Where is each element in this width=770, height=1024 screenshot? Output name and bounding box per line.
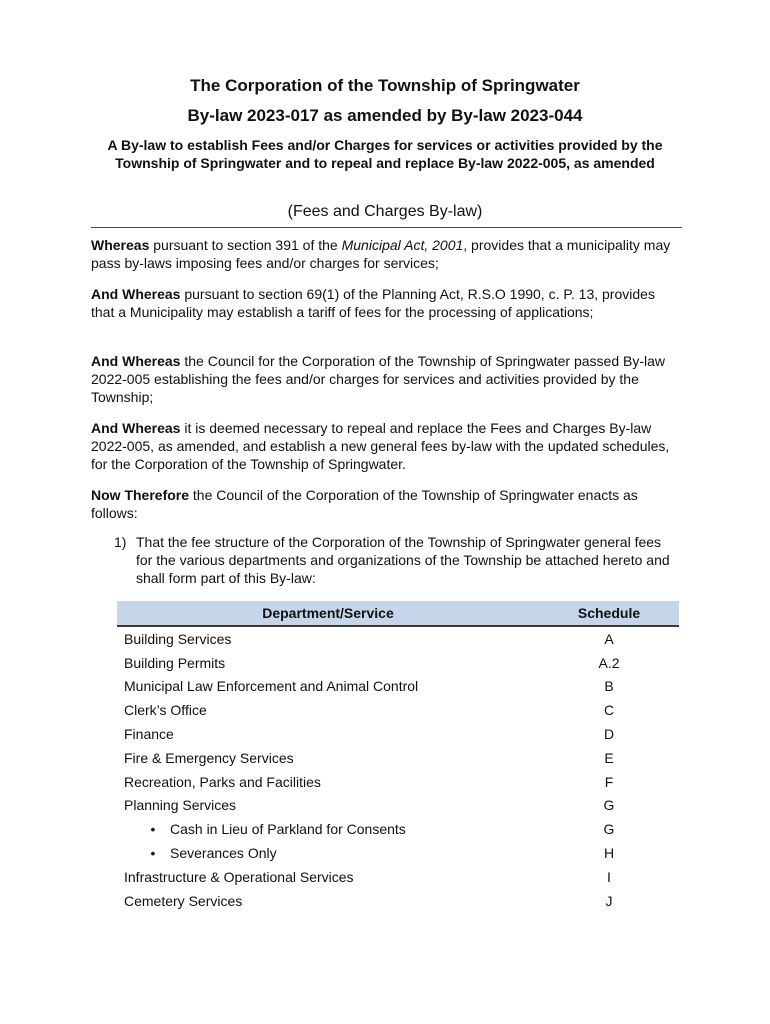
- bullet-icon: •: [150, 845, 156, 862]
- department-cell: [117, 817, 539, 841]
- sub-department-label: Cash in Lieu of Parkland for Consents: [170, 821, 406, 838]
- recital-paragraph: [91, 236, 681, 272]
- recital-paragraph: [91, 352, 681, 406]
- recital-text: pursuant to section 391 of the: [149, 237, 342, 253]
- table-row-sub: [117, 841, 679, 865]
- document-title: The Corporation of the Township of Springwater: [190, 76, 580, 95]
- recital-lead: And Whereas: [91, 353, 181, 369]
- schedule-cell: B: [604, 678, 614, 695]
- schedule-cell: A.2: [598, 654, 620, 671]
- recital-paragraph: [91, 419, 681, 473]
- table-row-sub: [117, 817, 679, 841]
- table-row: [117, 675, 679, 699]
- schedule-cell: A: [604, 630, 614, 647]
- schedule-cell: E: [604, 749, 614, 766]
- recital-text: pursuant to section 69(1) of the Planning Act, R.S.O 1990, c. P. 13, provides that a Municipality may establish a tariff of fees for the processing of applications;: [91, 286, 655, 320]
- department-cell: Cemetery Services: [124, 892, 243, 909]
- schedule-cell: H: [603, 845, 615, 862]
- table-header-row: [117, 601, 679, 626]
- schedule-column-header: Schedule: [539, 601, 679, 626]
- table-row: [117, 626, 679, 651]
- recital-act-name: Municipal Act, 2001: [341, 237, 464, 253]
- department-cell: Finance: [124, 726, 174, 743]
- department-cell: Clerk’s Office: [124, 702, 207, 719]
- recital-text: , provides that a municipality may pass by-laws imposing fees and/or charges for services;: [91, 237, 671, 271]
- recital-text: the Council for the Corporation of the Township of Springwater passed By-law 2022-005 establishing the fees and/or charges for services and activities provided by the Township;: [91, 353, 666, 405]
- table-row: [117, 794, 679, 818]
- department-cell: Municipal Law Enforcement and Animal Control: [124, 678, 419, 695]
- department-cell: Fire & Emergency Services: [124, 749, 294, 766]
- recital-lead: And Whereas: [91, 286, 181, 302]
- table-row: [117, 889, 679, 913]
- enacting-clause: [91, 486, 681, 522]
- schedule-cell: J: [605, 892, 613, 909]
- table-row: [117, 770, 679, 794]
- table-row: [117, 865, 679, 889]
- clause-number: 1): [114, 534, 127, 550]
- department-cell: Building Services: [124, 630, 232, 647]
- table-row: [117, 722, 679, 746]
- bylaw-subtitle: A By-law to establish Fees and/or Charges for services or activities provided by the Township of Springwater and to repeal and replace By-law 2022-005, as amended: [107, 137, 663, 171]
- bylaw-short-name: (Fees and Charges By-law): [287, 203, 483, 220]
- schedule-cell: G: [603, 821, 615, 838]
- schedule-cell: C: [603, 702, 615, 719]
- title-divider: [91, 227, 682, 228]
- schedule-cell: F: [604, 773, 614, 790]
- table-row: [117, 746, 679, 770]
- table-row: [117, 651, 679, 675]
- recital-lead: Whereas: [91, 237, 150, 253]
- department-column-header: Department/Service: [117, 601, 539, 626]
- department-cell: [117, 841, 539, 865]
- recital-lead: And Whereas: [91, 420, 181, 436]
- department-cell: Planning Services: [124, 797, 237, 814]
- recital-lead: Now Therefore: [91, 487, 190, 503]
- recital-paragraph: [91, 285, 681, 321]
- recital-text: it is deemed necessary to repeal and replace the Fees and Charges By-law 2022-005, as amended, and establish a new general fees by-law with the updated schedules, for the Corporation of the Township of Springwater.: [91, 420, 670, 472]
- department-cell: Building Permits: [124, 654, 226, 671]
- schedule-cell: I: [607, 868, 611, 885]
- department-cell: Recreation, Parks and Facilities: [124, 773, 321, 790]
- schedule-cell: D: [603, 726, 615, 743]
- bullet-icon: •: [150, 821, 156, 838]
- clause-text: That the fee structure of the Corporation of the Township of Springwater general fees for the various departments and organizations of the Township be attached hereto and shall form part of this By-law:: [136, 534, 670, 586]
- schedule-table: [117, 601, 679, 913]
- recital-text: the Council of the Corporation of the Township of Springwater enacts as follows:: [91, 487, 638, 521]
- department-cell: Infrastructure & Operational Services: [124, 868, 354, 885]
- table-row: [117, 698, 679, 722]
- bylaw-number-title: By-law 2023-017 as amended by By-law 2023-044: [187, 106, 583, 125]
- sub-department-label: Severances Only: [170, 845, 277, 862]
- schedule-cell: G: [603, 797, 615, 814]
